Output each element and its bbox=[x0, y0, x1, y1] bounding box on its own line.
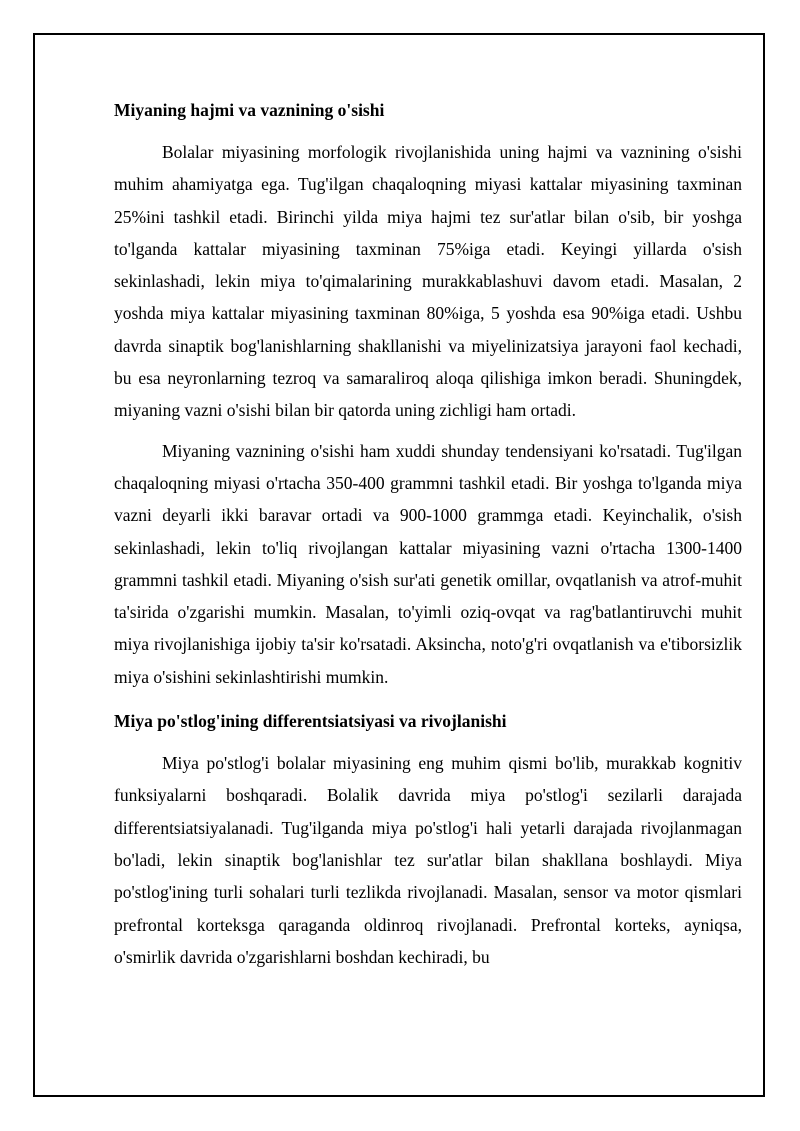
paragraph: Miyaning vaznining o'sishi ham xuddi shunday tendensiyani ko'rsatadi. Tug'ilgan chaqaloqning miyasi o'rtacha 350-400 grammni tashkil etadi. Bir yoshga to'lganda miya vazni deyarli ikki baravar ortadi va 900-1000 grammga etadi. Keyinchalik, o'sish sekinlashadi, lekin to'liq rivojlangan kattalar miyasining vazni o'rtacha 1300-1400 grammni tashkil etadi. Miyaning o'sish sur'ati genetik omillar, ovqatlanish va atrof-muhit ta'sirida o'zgarishi mumkin. Masalan, to'yimli oziq-ovqat va rag'batlantiruvchi muhit miya rivojlanishiga ijobiy ta'sir ko'rsatadi. Aksincha, noto'g'ri ovqatlanish va e'tiborsizlik miya o'sishini sekinlashtirishi mumkin. bbox=[114, 440, 742, 687]
paragraph: Bolalar miyasining morfologik rivojlanishida uning hajmi va vaznining o'sishi muhim ahamiyatga ega. Tug'ilgan chaqaloqning miyasi kattalar miyasining taxminan 25%ini tashkil etadi. Birinchi yilda miya hajmi tez sur'atlar bilan o'sib, bir yoshga to'lganda kattalar miyasining taxminan 75%iga etadi. Keyingi yillarda o'sish sekinlashadi, lekin miya to'qimalarining murakkablashuvi davom etadi. Masalan, 2 yoshda miya kattalar miyasining taxminan 80%iga, 5 yoshda esa 90%iga etadi. Ushbu davrda sinaptik bog'lanishlarning shakllanishi va miyelinizatsiya jarayoni faol kechadi, bu esa neyronlarning tezroq va samaraliroq aloqa qilishiga imkon beradi. Shuningdek, miyaning vazni o'sishi bilan bir qatorda uning zichligi ham ortadi. bbox=[114, 142, 742, 421]
section-heading-brain-size: Miyaning hajmi va vaznining o'sishi bbox=[114, 100, 385, 120]
document-body bbox=[114, 96, 742, 973]
section-heading-cortex: Miya po'stlog'ining differentsiatsiyasi va rivojlanishi bbox=[114, 711, 507, 732]
paragraph: Miya po'stlog'i bolalar miyasining eng muhim qismi bo'lib, murakkab kognitiv funksiyalarni boshqaradi. Bolalik davrida miya po'stlog'i sezilarli darajada differentsiatsiyalanadi. Tug'ilganda miya po'stlog'i hali yetarli darajada rivojlanmagan bo'ladi, lekin sinaptik bog'lanishlar tez sur'atlar bilan shakllana boshlaydi. Miya po'stlog'ining turli sohalari turli tezlikda rivojlanadi. Masalan, sensor va motor qismlari prefrontal korteksga qaraganda oldinroq rivojlanadi. Prefrontal korteks, ayniqsa, o'smirlik davrida o'zgarishlarni boshdan kechiradi, bu bbox=[114, 753, 742, 967]
